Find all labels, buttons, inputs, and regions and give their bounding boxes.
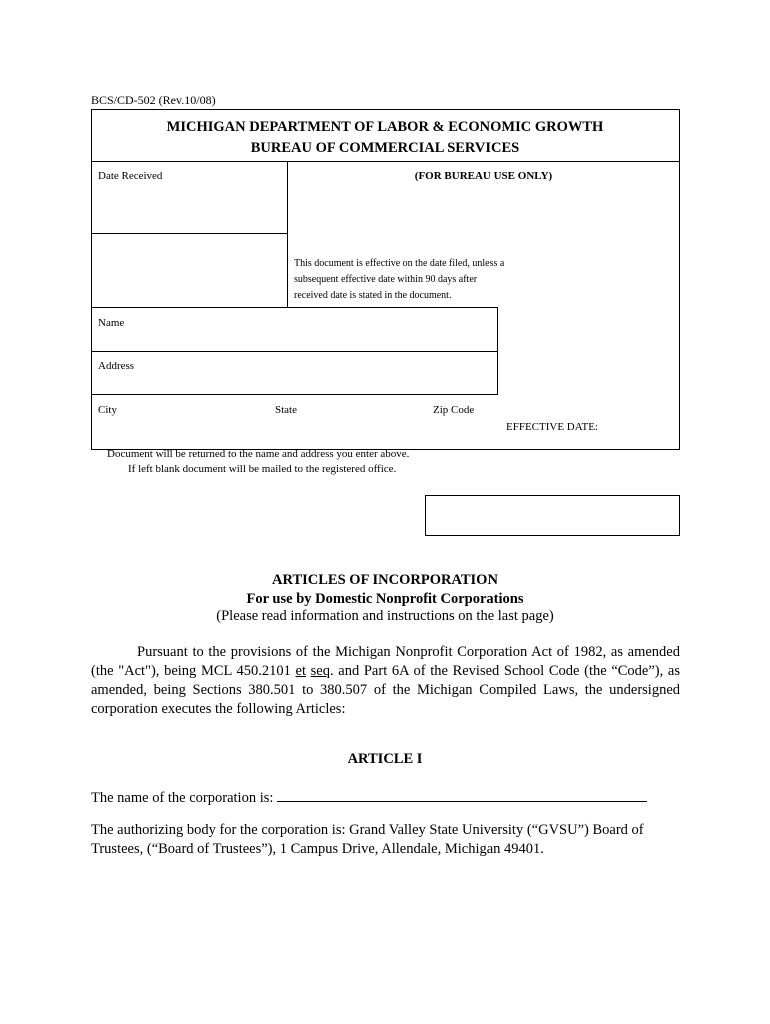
- instructions-note: (Please read information and instructions on the last page): [216, 608, 554, 624]
- name-label: Name: [98, 317, 125, 329]
- effective-note-line: subsequent effective date within 90 days after: [294, 274, 478, 285]
- authorizing-body: The authorizing body for the corporation is: Grand Valley State University (“GVSU”) Board of Trustees, (“Board of Trustees”), 1 Campus Drive, Allendale, Michigan 49401.: [91, 822, 644, 857]
- effective-date-label: EFFECTIVE DATE:: [506, 421, 598, 433]
- document-subtitle: For use by Domestic Nonprofit Corporations: [246, 591, 524, 607]
- bureau-use-label: (FOR BUREAU USE ONLY): [414, 170, 553, 182]
- address-field[interactable]: [92, 373, 496, 393]
- corporation-name-label: The name of the corporation is:: [91, 790, 274, 806]
- return-note-line: Document will be returned to the name and address you enter above.: [107, 448, 410, 460]
- date-received-field[interactable]: [92, 175, 286, 232]
- department-title: MICHIGAN DEPARTMENT OF LABOR & ECONOMIC GROWTH: [166, 119, 604, 135]
- corporation-name-field[interactable]: [277, 787, 647, 802]
- intro-seq: seq: [310, 663, 330, 679]
- column-divider: [287, 161, 288, 308]
- intro-paragraph: [91, 643, 680, 719]
- name-address-divider: [91, 351, 498, 352]
- bureau-title: BUREAU OF COMMERCIAL SERVICES: [250, 140, 520, 156]
- state-label: State: [275, 404, 297, 416]
- address-label: Address: [98, 360, 135, 372]
- intro-et: et: [295, 663, 306, 679]
- name-row-top: [91, 307, 498, 308]
- city-label: City: [98, 404, 117, 416]
- header-divider: [91, 161, 680, 162]
- name-field[interactable]: [92, 330, 496, 350]
- corporation-name-line: [91, 787, 647, 807]
- zip-label: Zip Code: [433, 404, 475, 416]
- date-received-divider: [91, 233, 287, 234]
- document-title: ARTICLES OF INCORPORATION: [272, 572, 498, 588]
- date-received-label: Date Received: [98, 170, 163, 182]
- effective-note: [294, 256, 504, 304]
- form-id: BCS/CD-502 (Rev.10/08): [91, 93, 216, 107]
- intro-text-1: Pursuant to the provisions of the Michigan Nonprofit Corporation Act of 1982, as amended (the "Act"), being MCL 450.2101: [91, 644, 680, 679]
- effective-note-line: This document is effective on the date filed, unless a: [294, 258, 505, 269]
- effective-note-line: received date is stated in the document.: [294, 290, 452, 301]
- article-heading: ARTICLE I: [347, 751, 423, 767]
- filing-box[interactable]: [425, 495, 680, 536]
- address-city-divider: [91, 394, 498, 395]
- return-note-line: If left blank document will be mailed to the registered office.: [128, 463, 397, 475]
- intro-text-2: . and Part 6A of the Revised School Code (the “Code”), as amended, being Sections 380.501 to 380.507 of the Michigan Compiled Laws, the undersigned corporation executes the following Articles:: [91, 663, 680, 717]
- city-state-zip-field[interactable]: [92, 418, 496, 448]
